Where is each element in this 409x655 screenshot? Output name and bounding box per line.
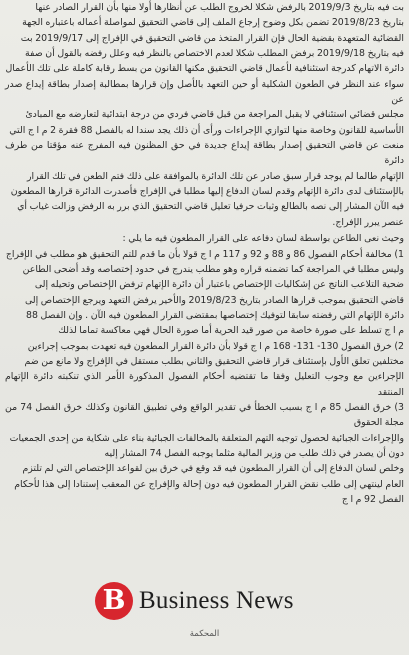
document-body bbox=[5, 0, 404, 507]
line: سواء عند النظر في الطعون الشكلية أو حين التعهد بالأصل وإن قرارها بمطالبة إصدار بطاقة إيداع صدر عن bbox=[5, 78, 404, 106]
line: منعت عن قاضي التحقيق إصدار بطاقة إيداع جديدة في حق المظنون فيه المفرج عنه مؤقتا من طرف دائرة bbox=[5, 140, 404, 167]
ground-line: 1) مخالفة أحكام الفصول 86 و 88 و 92 و 117 م ا ج قولا بأن ما قدم للتم التحقيق هو مطلب في الإفراج bbox=[5, 248, 404, 260]
ground-line: والإجراءات الجبائية لحصول توجيه التهم المتعلقة بالمخالفات الجبائية بناء على شكاية من إحدى الجمعيات bbox=[9, 432, 404, 444]
closing-line: وخلص لسان الدفاع إلى أن القرار المطعون فيه قد وقع في خرق بين لقواعد الإختصاص التي لم تلتزم bbox=[22, 463, 404, 475]
business-news-watermark bbox=[95, 578, 325, 624]
grounds-intro: وحيث نعى الطاعن بواسطة لسان دفاعه على القرار المطعون فيه ما يلي : bbox=[122, 233, 404, 245]
ground-line: 3) خرق الفصل 85 م ا ج بسبب الخطأ في تقدير الواقع وفي تطبيق القانون وكذلك خرق الفصل 74 من مجلة الحقوق bbox=[5, 401, 404, 429]
ground-line: ضحية التلاعب الناتج عن إشكاليات الإختصاص باعتبار أن دائرة الإتهام ترفض الإختصاص وتحيله إلى bbox=[34, 279, 404, 291]
line: فيه بتاريخ 2019/9/18 برفض المطلب شكلا لعدم الاختصاص بالنظر فيه وعلل رفضه بالقول أن صفة bbox=[24, 48, 404, 60]
line: الإتهام طالما لم يوجد قرار سبق صادر عن تلك الدائرة بالموافقة على ذلك فتم الطعن في تلك القرار bbox=[27, 170, 404, 182]
line: بت فيه بتاريخ 2019/9/3 بالرفض شكلا لخروج الطلب عن أنظارها أولا منها بأن القرار الصادر عنها bbox=[35, 2, 404, 13]
ground-line: م ا ج تسلط على صورة خاصة من صور قيد الحرية أما صورة الحال فهي معاكسة تماما لذلك bbox=[58, 325, 404, 337]
footer-label: المحكمة bbox=[189, 629, 220, 639]
line: الأساسية للقانون وخاصة منها لتوازي الإجراءات ورأى أن ذلك يجد سندا له بالفصل 88 فقرة 2 م ا ج التي bbox=[9, 124, 404, 136]
line: عنصر يبرر الإفراج. bbox=[332, 216, 404, 228]
line: دائرة الاتهام كدرجة استئنافية لأعمال قاضي التحقيق مكنها القانون من بسط رقابة كاملة على تلك الأعمال bbox=[5, 63, 404, 75]
ground-line: دون أن يصدر في ذلك طلب من وزير المالية مثلما يوجبه الفصل 74 المشار إليه bbox=[104, 447, 404, 459]
ground-line: وليس مطلبا في المراجعة كما تضمنه قراره وهو مطلب يندرج في حدود إختصاصه وقد أضحى الطاعن bbox=[22, 263, 404, 275]
ground-line: قاضي التحقيق بموجب قرارها الصادر بتاريخ 2019/8/23 والأخير يرفض التعهد ويرجع الإختصاص إلى bbox=[24, 294, 404, 306]
ground-line: مختلفين تعلق الأول بإستئناف قرار قاضي التحقيق والثاني بطلب مستقل في الإفراج ولا مانع من ضم bbox=[24, 355, 404, 367]
line: بالإستئناف لدى دائرة الإتهام وقدم لسان الدفاع إليها مطلبا في الإفراج فأصدرت الدائرة قرارها المطعون bbox=[10, 186, 404, 198]
ground-line: الإجراءين مع وجوب التعليل وفقا ما تقتضيه أحكام الفصول المذكورة الأمر الذي تنكبته دائرة الإتهام المنتقد bbox=[5, 371, 404, 398]
business-news-logo-icon: B bbox=[95, 582, 133, 620]
closing-line: الفصل 92 م ا ج bbox=[341, 494, 404, 505]
line: بتاريخ 2019/8/23 تضمن بكل وضوح إرجاع الملف إلى قاضي التحقيق لمواصلة أعماله باعتباره الجهة bbox=[22, 17, 404, 29]
line: القضائية المتعهدة بقضية الحال فإن القرار المتخذ من قاضي التحقيق في الإفراج إلى 2019/9/17 بت bbox=[20, 32, 404, 44]
ground-line: 2) خرق الفصول 130- 131- 168 م ا ج قولا بأن دائرة القرار المطعون فيه تعهدت بموجب إجراءين bbox=[27, 340, 404, 352]
closing-line: العام لينتهي إلى طلب نقض القرار المطعون فيه دون إحالة والإفراج عن المعقب إستنادا إلى هذا لأحكام bbox=[14, 478, 404, 490]
brand-name: Business News bbox=[139, 587, 294, 614]
line: فيه الآن المشار إلى نصه بالطالع وثبات حرفيا تعليل قاضي التحقيق الذي برر به الرفض وزالت غياب أي bbox=[17, 201, 404, 213]
ground-line: دائرة الإتهام التي رفضته سابقا لتوفيك إختصاصها بمقتضى القرار المطعون فيه الآن . وإن الفصل 88 bbox=[26, 309, 404, 321]
line: مجلس قضائي استئنافي لا يقبل المراجعة من قبل قاضي فردي من درجة ابتدائية لتعارضه مع المبادئ bbox=[25, 109, 404, 121]
